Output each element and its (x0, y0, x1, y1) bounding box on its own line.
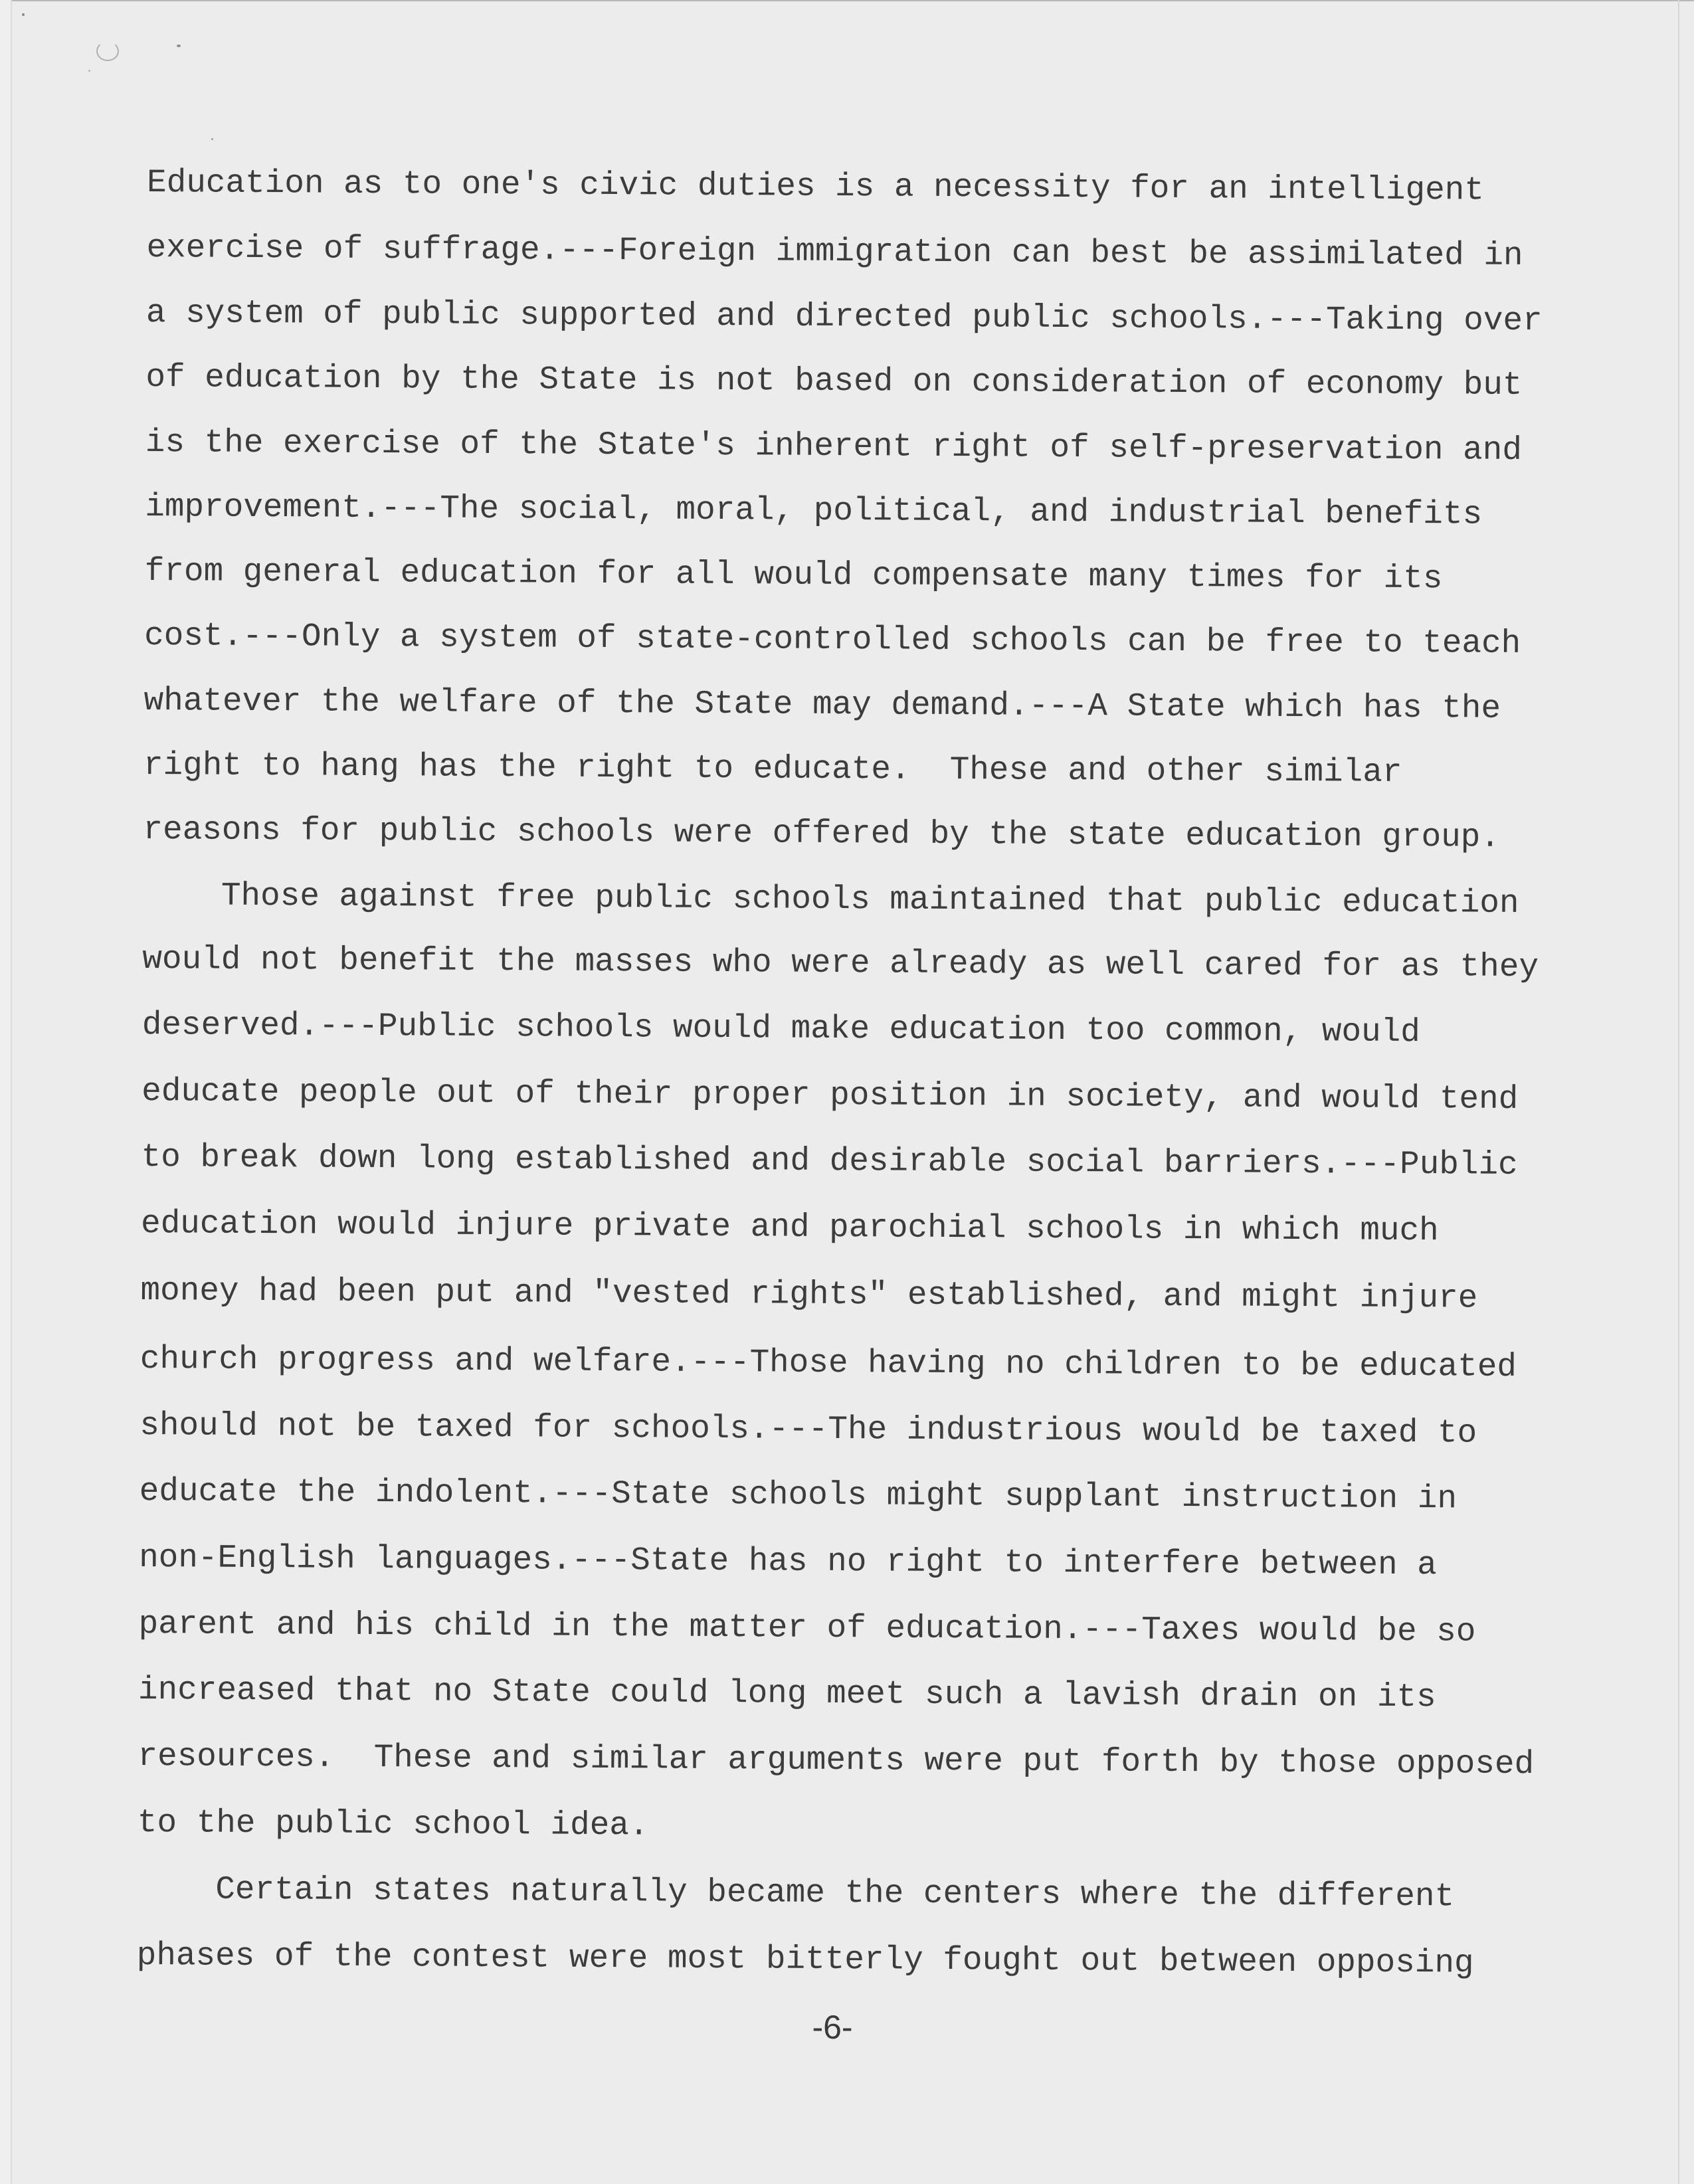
paragraph-first-line: Certain states naturally became the centers where the different (215, 1870, 1455, 1916)
text-line: deserved.---Public schools would make education too common, would (141, 1006, 1421, 1051)
text-line: church progress and welfare.---Those having no children to be educated (140, 1340, 1517, 1386)
text-line: increased that no State could long meet such a lavish drain on its (138, 1671, 1436, 1716)
text-line: to the public school idea. (137, 1803, 649, 1845)
text-line: phases of the contest were most bitterly fought out between opposing (136, 1936, 1474, 1982)
scan-artifact-speck (22, 13, 25, 16)
text-line: parent and his child in the matter of education.---Taxes would be so (138, 1605, 1476, 1651)
page-left-edge (11, 0, 12, 2184)
text-line: non-English languages.---State has no right to interfere between a (138, 1538, 1438, 1584)
text-line: educate the indolent.---State schools might supplant instruction in (139, 1472, 1458, 1518)
text-line: Education as to one's civic duties is a necessity for an intelligent (146, 164, 1485, 209)
page-number: -6- (812, 2009, 853, 2046)
page-left-margin-strip (0, 0, 11, 2184)
typewritten-text-block (136, 0, 1610, 2068)
text-line: would not benefit the masses who were already as well cared for as they (142, 940, 1539, 986)
text-line: whatever the welfare of the State may demand.---A State which has the (143, 682, 1501, 727)
text-line: money had been put and "vested rights" established, and might injure (140, 1271, 1478, 1317)
text-line: right to hang has the right to educate. These and other similar (143, 746, 1402, 791)
text-line: reasons for public schools were offered by the state education group. (143, 810, 1501, 856)
paragraph-first-line: Those against free public schools maintained that public education (221, 877, 1519, 922)
text-line: of education by the State is not based on consideration of economy but (145, 358, 1523, 404)
text-line: resources. These and similar arguments were put forth by those opposed (138, 1737, 1535, 1783)
text-line: should not be taxed for schools.---The industrious would be taxed to (140, 1406, 1477, 1452)
text-line: to break down long established and desirable social barriers.---Public (141, 1138, 1518, 1184)
text-line: cost.---Only a system of state-controlled schools can be free to teach (143, 616, 1521, 662)
scan-artifact-curl (96, 41, 119, 61)
text-line: education would injure private and parochial schools in which much (140, 1204, 1439, 1250)
text-line: from general education for all would compensate many times for its (144, 552, 1443, 598)
text-line: a system of public supported and directed public schools.---Taking over (145, 294, 1543, 340)
text-line: improvement.---The social, moral, political, and industrial benefits (145, 488, 1483, 533)
scan-artifact-speck (88, 70, 90, 72)
text-line: is the exercise of the State's inherent right of self-preservation and (145, 423, 1523, 469)
text-line: educate people out of their proper position in society, and would tend (141, 1072, 1519, 1118)
text-line: exercise of suffrage.---Foreign immigration can best be assimilated in (146, 228, 1523, 274)
page-right-edge (1678, 0, 1679, 2184)
